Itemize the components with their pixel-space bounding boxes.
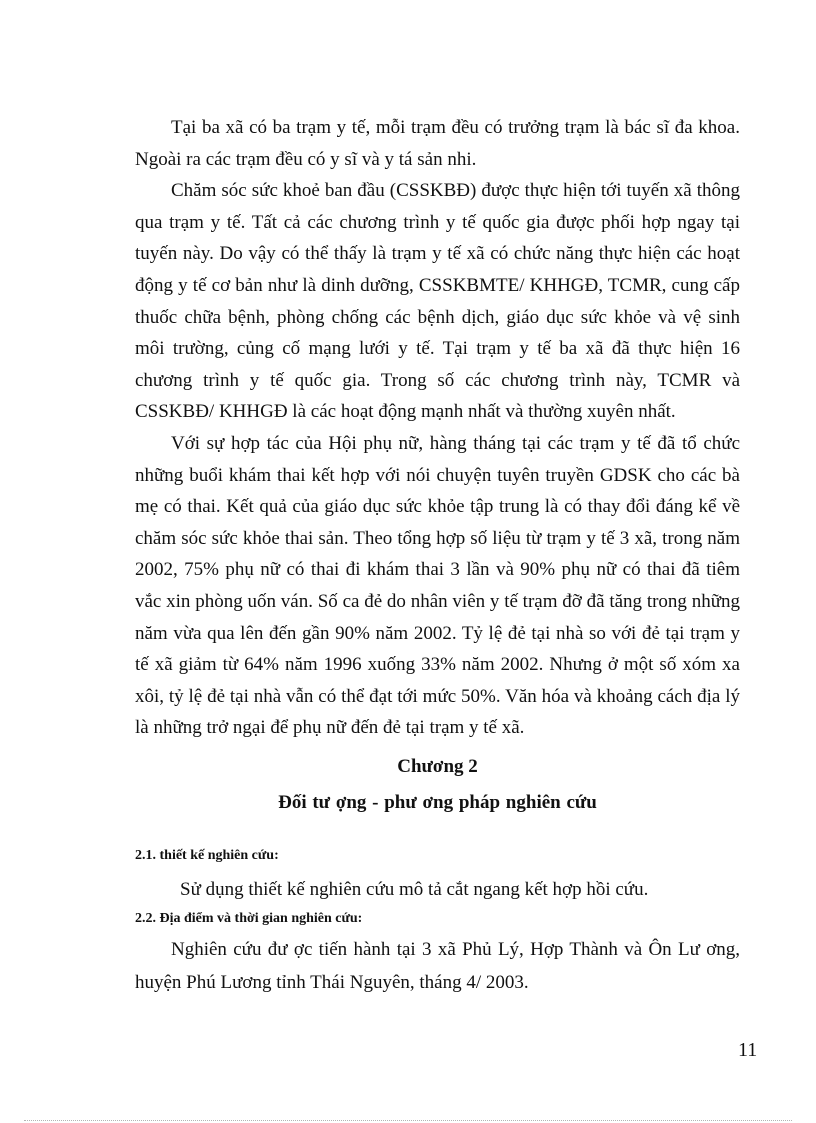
chapter-number: Chương 2	[397, 755, 478, 777]
body-paragraph-3: Với sự hợp tác của Hội phụ nữ, hàng tháng tại các trạm y tế đã tổ chức những buổi khám thai kết hợp với nói chuyện tuyên truyền GDSK cho các bà mẹ có thai. Kết quả của giáo dục sức khỏe tập trung là có thay đổi đáng kể về chăm sóc sức khỏe thai sản. Theo tổng hợp số liệu từ trạm y tế 3 xã, trong năm 2002, 75% phụ nữ có thai đi khám thai 3 lần và 90% phụ nữ có thai đã tiêm vắc xin phòng uốn ván. Số ca đẻ do nhân viên y tế trạm đỡ đã tăng trong những năm vừa qua lên đến gần 90% năm 2002. Tỷ lệ đẻ tại nhà so với đẻ tại trạm y tế xã giảm từ 64% năm 1996 xuống 33% năm 2002. Nhưng ở một số xóm xa xôi, tỷ lệ đẻ tại nhà vẫn có thể đạt tới mức 50%. Văn hóa và khoảng cách địa lý là những trở ngại để phụ nữ đến đẻ tại trạm y tế xã.	[135, 432, 740, 739]
page-number: 11	[738, 1039, 758, 1061]
page-footer-divider	[24, 1120, 792, 1121]
body-paragraph-1: Tại ba xã có ba trạm y tế, mỗi trạm đều có trưởng trạm là bác sĩ đa khoa. Ngoài ra các trạm đều có y sĩ và y tá sản nhi.	[135, 117, 740, 170]
section-heading-2-1: 2.1. thiết kế nghiên cứu:	[135, 847, 279, 863]
section-heading-2-2: 2.2. Địa điểm và thời gian nghiên cứu:	[135, 910, 363, 926]
section-text-2-2: Nghiên cứu đư ợc tiến hành tại 3 xã Phủ Lý, Hợp Thành và Ôn Lư ơng, huyện Phú Lương tỉnh Thái Nguyên, tháng 4/ 2003.	[135, 938, 740, 993]
chapter-title: Đối tư ợng - phư ơng pháp nghiên cứu	[278, 791, 597, 813]
section-text-2-1: Sử dụng thiết kế nghiên cứu mô tả cắt ngang kết hợp hồi cứu.	[180, 878, 649, 900]
body-paragraph-2: Chăm sóc sức khoẻ ban đầu (CSSKBĐ) được thực hiện tới tuyến xã thông qua trạm y tế. Tất cả các chương trình y tế quốc gia được phối hợp ngay tại tuyến này. Do vậy có thể thấy là trạm y tế xã có chức năng thực hiện các hoạt động y tế cơ bản như là dinh dưỡng, CSSKBMTE/ KHHGĐ, TCMR, cung cấp thuốc chữa bệnh, phòng chống các bệnh dịch, giáo dục sức khỏe và vệ sinh môi trường, củng cố mạng lưới y tế. Tại trạm y tế ba xã đã thực hiện 16 chương trình y tế quốc gia. Trong số các chương trình này, TCMR và CSSKBĐ/ KHHGĐ là các hoạt động mạnh nhất và thường xuyên nhất.	[135, 180, 740, 423]
page-content	[135, 112, 740, 999]
